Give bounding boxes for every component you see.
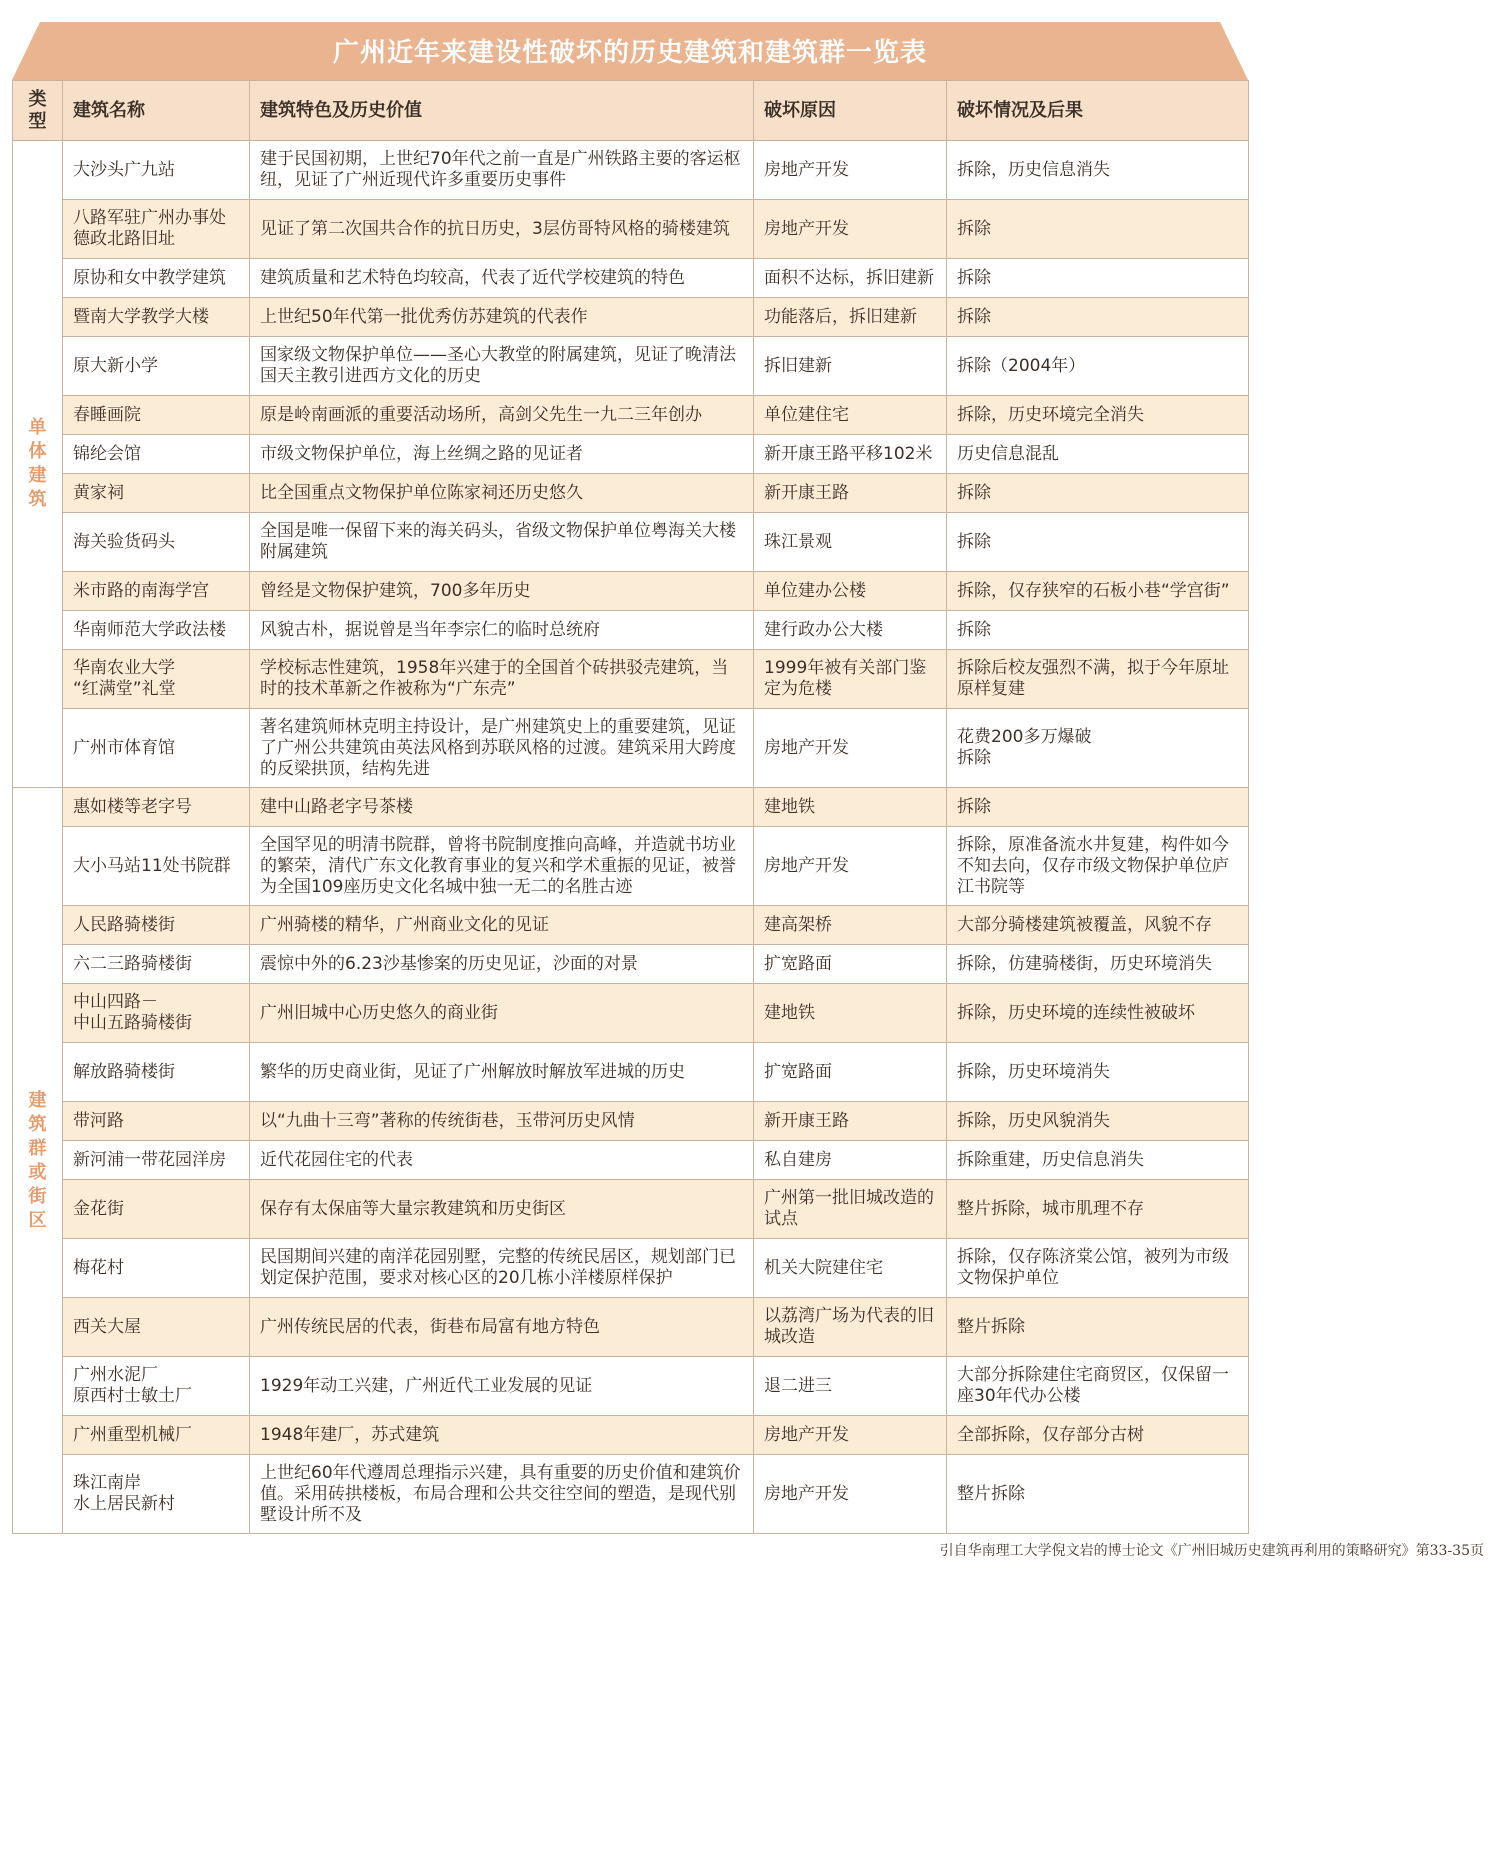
- header-reason: 破坏原因: [754, 81, 947, 141]
- cell-feature: 曾经是文物保护建筑，700多年历史: [250, 572, 754, 611]
- cell-feature: 比全国重点文物保护单位陈家祠还历史悠久: [250, 474, 754, 513]
- cell-reason: 广州第一批旧城改造的试点: [754, 1180, 947, 1239]
- cell-name: 广州市体育馆: [63, 709, 250, 788]
- table-row: [13, 474, 1249, 513]
- cell-feature: 国家级文物保护单位——圣心大教堂的附属建筑，见证了晚清法国天主教引进西方文化的历史: [250, 337, 754, 396]
- cell-name: 锦纶会馆: [63, 435, 250, 474]
- cell-reason: 珠江景观: [754, 513, 947, 572]
- cell-name: 华南农业大学 “红满堂”礼堂: [63, 650, 250, 709]
- cell-reason: 1999年被有关部门鉴定为危楼: [754, 650, 947, 709]
- cell-feature: 原是岭南画派的重要活动场所，高剑父先生一九二三年创办: [250, 396, 754, 435]
- cell-result: 拆除，历史环境的连续性被破坏: [947, 984, 1249, 1043]
- cell-result: 全部拆除，仅存部分古树: [947, 1416, 1249, 1455]
- table-row: [13, 827, 1249, 906]
- cell-result: 历史信息混乱: [947, 435, 1249, 474]
- cell-feature: 保存有太保庙等大量宗教建筑和历史街区: [250, 1180, 754, 1239]
- cell-feature: 民国期间兴建的南洋花园别墅，完整的传统民居区，规划部门已划定保护范围，要求对核心区的20几栋小洋楼原样保护: [250, 1239, 754, 1298]
- table-row: [13, 945, 1249, 984]
- cell-reason: 建高架桥: [754, 906, 947, 945]
- cell-result: 整片拆除: [947, 1455, 1249, 1534]
- cell-name: 华南师范大学政法楼: [63, 611, 250, 650]
- cell-feature: 见证了第二次国共合作的抗日历史，3层仿哥特风格的骑楼建筑: [250, 200, 754, 259]
- cell-feature: 1948年建厂，苏式建筑: [250, 1416, 754, 1455]
- cell-feature: 建中山路老字号茶楼: [250, 788, 754, 827]
- cell-name: 西关大屋: [63, 1298, 250, 1357]
- table-row: [13, 1239, 1249, 1298]
- table-row: [13, 259, 1249, 298]
- cell-feature: 繁华的历史商业街，见证了广州解放时解放军进城的历史: [250, 1043, 754, 1102]
- table-row: [13, 435, 1249, 474]
- cell-name: 广州重型机械厂: [63, 1416, 250, 1455]
- cell-result: 大部分拆除建住宅商贸区，仅保留一座30年代办公楼: [947, 1357, 1249, 1416]
- cell-result: 拆除: [947, 474, 1249, 513]
- cell-reason: 建地铁: [754, 788, 947, 827]
- cell-result: 整片拆除: [947, 1298, 1249, 1357]
- table-row: [13, 709, 1249, 788]
- cell-reason: 拆旧建新: [754, 337, 947, 396]
- cell-name: 春睡画院: [63, 396, 250, 435]
- table-row: [13, 1102, 1249, 1141]
- cell-result: 拆除后校友强烈不满，拟于今年原址原样复建: [947, 650, 1249, 709]
- cell-reason: 以荔湾广场为代表的旧城改造: [754, 1298, 947, 1357]
- table-row: [13, 1141, 1249, 1180]
- cell-reason: 新开康王路: [754, 1102, 947, 1141]
- table-row: [13, 337, 1249, 396]
- table-row: [13, 1416, 1249, 1455]
- cell-feature: 广州传统民居的代表，街巷布局富有地方特色: [250, 1298, 754, 1357]
- cell-name: 大沙头广九站: [63, 141, 250, 200]
- cell-name: 带河路: [63, 1102, 250, 1141]
- table-row: [13, 1180, 1249, 1239]
- cell-name: 米市路的南海学宫: [63, 572, 250, 611]
- table-row: [13, 572, 1249, 611]
- cell-feature: 风貌古朴，据说曾是当年李宗仁的临时总统府: [250, 611, 754, 650]
- table-row: [13, 513, 1249, 572]
- cell-result: 拆除，仿建骑楼街，历史环境消失: [947, 945, 1249, 984]
- table-container: [12, 80, 1248, 1534]
- cell-reason: 扩宽路面: [754, 945, 947, 984]
- cell-reason: 新开康王路平移102米: [754, 435, 947, 474]
- header-result: 破坏情况及后果: [947, 81, 1249, 141]
- cell-feature: 著名建筑师林克明主持设计，是广州建筑史上的重要建筑，见证了广州公共建筑由英法风格到苏联风格的过渡。建筑采用大跨度的反梁拱顶，结构先进: [250, 709, 754, 788]
- cell-result: 拆除，历史环境完全消失: [947, 396, 1249, 435]
- cell-feature: 学校标志性建筑，1958年兴建于的全国首个砖拱驳壳建筑，当时的技术革新之作被称为“广东壳”: [250, 650, 754, 709]
- table-row: [13, 200, 1249, 259]
- table-row: [13, 298, 1249, 337]
- cell-name: 中山四路－ 中山五路骑楼街: [63, 984, 250, 1043]
- type-group-label: 建筑群或街区: [13, 788, 63, 1534]
- cell-result: 拆除，历史信息消失: [947, 141, 1249, 200]
- cell-reason: 扩宽路面: [754, 1043, 947, 1102]
- cell-reason: 单位建办公楼: [754, 572, 947, 611]
- cell-result: 拆除: [947, 611, 1249, 650]
- cell-reason: 私自建房: [754, 1141, 947, 1180]
- cell-name: 原协和女中教学建筑: [63, 259, 250, 298]
- cell-reason: 单位建住宅: [754, 396, 947, 435]
- cell-result: 花费200多万爆破 拆除: [947, 709, 1249, 788]
- cell-feature: 建于民国初期，上世纪70年代之前一直是广州铁路主要的客运枢纽，见证了广州近现代许多重要历史事件: [250, 141, 754, 200]
- cell-feature: 广州骑楼的精华，广州商业文化的见证: [250, 906, 754, 945]
- cell-result: 拆除（2004年）: [947, 337, 1249, 396]
- cell-reason: 退二进三: [754, 1357, 947, 1416]
- cell-name: 海关验货码头: [63, 513, 250, 572]
- cell-name: 惠如楼等老字号: [63, 788, 250, 827]
- data-table: [12, 80, 1249, 1534]
- cell-name: 八路军驻广州办事处 德政北路旧址: [63, 200, 250, 259]
- header-type: 类型: [13, 81, 63, 141]
- table-row: [13, 788, 1249, 827]
- page-title: 广州近年来建设性破坏的历史建筑和建筑群一览表: [332, 38, 927, 68]
- cell-result: 拆除: [947, 788, 1249, 827]
- cell-reason: 房地产开发: [754, 1416, 947, 1455]
- cell-reason: 新开康王路: [754, 474, 947, 513]
- cell-name: 六二三路骑楼街: [63, 945, 250, 984]
- cell-name: 金花街: [63, 1180, 250, 1239]
- cell-feature: 震惊中外的6.23沙基惨案的历史见证，沙面的对景: [250, 945, 754, 984]
- table-row: [13, 1298, 1249, 1357]
- cell-result: 拆除，历史环境消失: [947, 1043, 1249, 1102]
- cell-result: 大部分骑楼建筑被覆盖，风貌不存: [947, 906, 1249, 945]
- cell-reason: 房地产开发: [754, 200, 947, 259]
- cell-reason: 机关大院建住宅: [754, 1239, 947, 1298]
- cell-result: 整片拆除，城市肌理不存: [947, 1180, 1249, 1239]
- table-row: [13, 396, 1249, 435]
- cell-result: 拆除: [947, 298, 1249, 337]
- cell-result: 拆除: [947, 259, 1249, 298]
- table-row: [13, 906, 1249, 945]
- cell-reason: 建地铁: [754, 984, 947, 1043]
- header-row: [13, 81, 1249, 141]
- cell-reason: 房地产开发: [754, 141, 947, 200]
- cell-feature: 上世纪60年代遵周总理指示兴建，具有重要的历史价值和建筑价值。采用砖拱楼板，布局合理和公共交往空间的塑造，是现代别墅设计所不及: [250, 1455, 754, 1534]
- cell-result: 拆除，仅存陈济棠公馆，被列为市级文物保护单位: [947, 1239, 1249, 1298]
- cell-feature: 1929年动工兴建，广州近代工业发展的见证: [250, 1357, 754, 1416]
- cell-result: 拆除，原准备流水井复建，构件如今不知去向，仅存市级文物保护单位庐江书院等: [947, 827, 1249, 906]
- cell-reason: 建行政办公大楼: [754, 611, 947, 650]
- table-row: [13, 141, 1249, 200]
- cell-feature: 以“九曲十三弯”著称的传统街巷，玉带河历史风情: [250, 1102, 754, 1141]
- type-group-label: 单体建筑: [13, 141, 63, 788]
- header-name: 建筑名称: [63, 81, 250, 141]
- table-row: [13, 984, 1249, 1043]
- cell-reason: 房地产开发: [754, 709, 947, 788]
- cell-result: 拆除重建，历史信息消失: [947, 1141, 1249, 1180]
- cell-reason: 功能落后，拆旧建新: [754, 298, 947, 337]
- cell-name: 黄家祠: [63, 474, 250, 513]
- cell-feature: 建筑质量和艺术特色均较高，代表了近代学校建筑的特色: [250, 259, 754, 298]
- header-feature: 建筑特色及历史价值: [250, 81, 754, 141]
- cell-name: 广州水泥厂 原西村士敏土厂: [63, 1357, 250, 1416]
- cell-feature: 上世纪50年代第一批优秀仿苏建筑的代表作: [250, 298, 754, 337]
- cell-name: 暨南大学教学大楼: [63, 298, 250, 337]
- cell-result: 拆除，仅存狭窄的石板小巷“学宫街”: [947, 572, 1249, 611]
- source-citation: 引自华南理工大学倪文岩的博士论文《广州旧城历史建筑再利用的策略研究》第33-35页: [939, 1543, 1484, 1559]
- cell-reason: 面积不达标，拆旧建新: [754, 259, 947, 298]
- table-row: [13, 1043, 1249, 1102]
- table-row: [13, 611, 1249, 650]
- cell-result: 拆除: [947, 513, 1249, 572]
- table-body: [13, 141, 1249, 1534]
- cell-name: 珠江南岸 水上居民新村: [63, 1455, 250, 1534]
- cell-feature: 全国罕见的明清书院群，曾将书院制度推向高峰，并造就书坊业的繁荣，清代广东文化教育事业的复兴和学术重振的见证，被誉为全国109座历史文化名城中独一无二的名胜古迹: [250, 827, 754, 906]
- cell-reason: 房地产开发: [754, 827, 947, 906]
- cell-name: 梅花村: [63, 1239, 250, 1298]
- cell-result: 拆除: [947, 200, 1249, 259]
- cell-name: 原大新小学: [63, 337, 250, 396]
- cell-name: 新河浦一带花园洋房: [63, 1141, 250, 1180]
- cell-feature: 市级文物保护单位，海上丝绸之路的见证者: [250, 435, 754, 474]
- cell-name: 解放路骑楼街: [63, 1043, 250, 1102]
- table-row: [13, 1357, 1249, 1416]
- cell-feature: 广州旧城中心历史悠久的商业街: [250, 984, 754, 1043]
- cell-name: 人民路骑楼街: [63, 906, 250, 945]
- cell-feature: 近代花园住宅的代表: [250, 1141, 754, 1180]
- cell-name: 大小马站11处书院群: [63, 827, 250, 906]
- table-row: [13, 650, 1249, 709]
- cell-feature: 全国是唯一保留下来的海关码头，省级文物保护单位粤海关大楼附属建筑: [250, 513, 754, 572]
- cell-reason: 房地产开发: [754, 1455, 947, 1534]
- cell-result: 拆除，历史风貌消失: [947, 1102, 1249, 1141]
- table-row: [13, 1455, 1249, 1534]
